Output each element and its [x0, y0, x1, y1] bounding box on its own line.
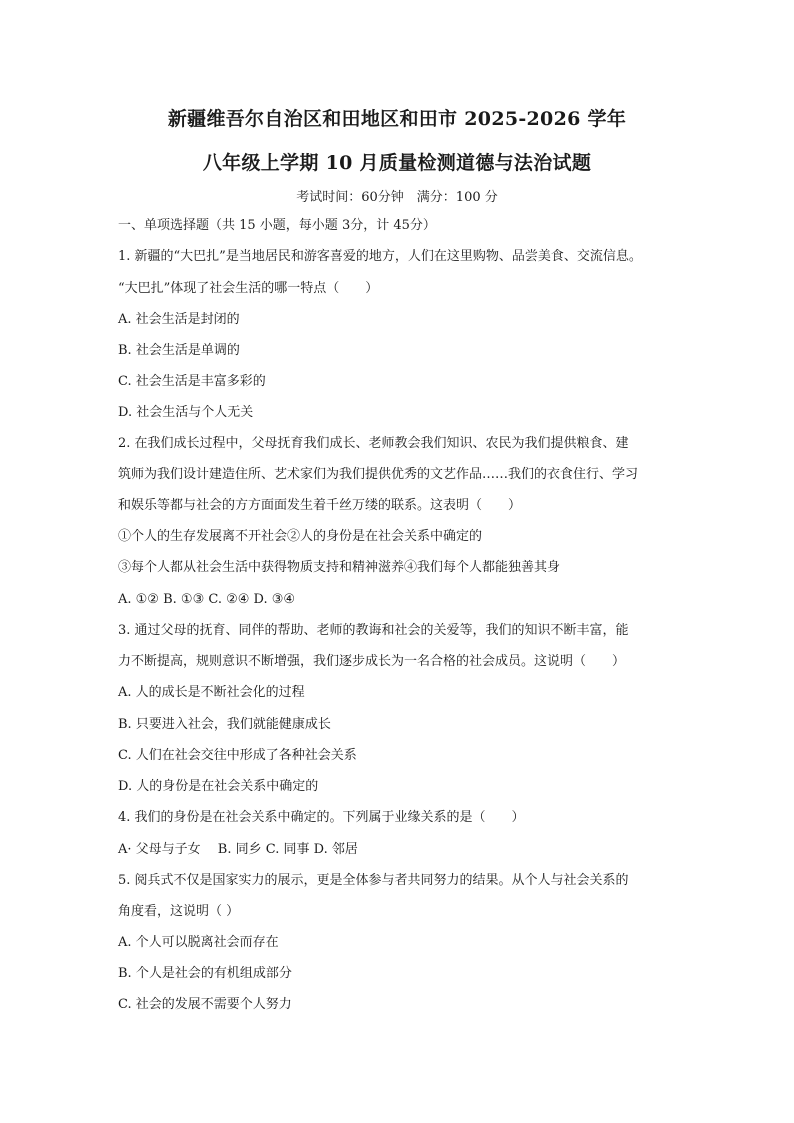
question-2-line-4: ①个人的生存发展离不开社会②人的身份是在社会关系中确定的 [118, 529, 483, 544]
question-1-option-d: D. 社会生活与个人无关 [118, 405, 254, 420]
exam-info: 考试时间：60分钟 满分：100 分 [296, 190, 498, 205]
question-2-line-2: 筑师为我们设计建造住所、艺术家们为我们提供优秀的文艺作品……我们的衣食住行、学习 [118, 467, 639, 482]
question-4-options: A· 父母与子女 B. 同乡 C. 同事 D. 邻居 [118, 842, 358, 857]
question-2-line-5: ③每个人都从社会生活中获得物质支持和精神滋养④我们每个人都能独善其身 [118, 560, 561, 575]
question-3-line-2: 力不断提高，规则意识不断增强，我们逐步成长为一名合格的社会成员。这说明（ ） [118, 654, 626, 669]
question-1-option-b: B. 社会生活是单调的 [118, 343, 240, 358]
question-5-line-2: 角度看，这说明（ ） [118, 904, 240, 919]
question-5-line-1: 5. 阅兵式不仅是国家实力的展示，更是全体参与者共同努力的结果。从个人与社会关系的 [118, 873, 629, 888]
question-2-options: A. ①② B. ①③ C. ②④ D. ③④ [118, 592, 296, 607]
question-1-option-a: A. 社会生活是封闭的 [118, 312, 240, 327]
question-1-line-1: 1. 新疆的“大巴扎”是当地居民和游客喜爱的地方，人们在这里购物、品尝美食、交流信息。 [118, 249, 642, 264]
question-5-option-b: B. 个人是社会的有机组成部分 [118, 966, 292, 981]
document-title-line1: 新疆维吾尔自治区和田地区和田市 2025-2026 学年 [167, 108, 627, 130]
question-3-option-b: B. 只要进入社会，我们就能健康成长 [118, 717, 331, 732]
question-3-option-c: C. 人们在社会交往中形成了各种社会关系 [118, 748, 357, 763]
question-3-line-1: 3. 通过父母的抚育、同伴的帮助、老师的教诲和社会的关爱等，我们的知识不断丰富，能 [118, 623, 629, 638]
document-title-line2: 八年级上学期 10 月质量检测道德与法治试题 [202, 152, 592, 174]
question-3-option-d: D. 人的身份是在社会关系中确定的 [118, 779, 319, 794]
question-1-option-c: C. 社会生活是丰富多彩的 [118, 374, 266, 389]
section-heading: 一、单项选择题（共 15 小题，每小题 3分，计 45分） [118, 218, 436, 233]
question-1-line-2: “大巴扎”体现了社会生活的哪一特点（ ） [118, 281, 379, 296]
question-5-option-c: C. 社会的发展不需要个人努力 [118, 997, 292, 1012]
question-5-option-a: A. 个人可以脱离社会而存在 [118, 935, 279, 950]
question-4-line-1: 4. 我们的身份是在社会关系中确定的。下列属于业缘关系的是（ ） [118, 810, 525, 825]
question-3-option-a: A. 人的成长是不断社会化的过程 [118, 685, 305, 700]
question-2-line-1: 2. 在我们成长过程中，父母抚育我们成长、老师教会我们知识、农民为我们提供粮食、建 [118, 436, 629, 451]
question-2-line-3: 和娱乐等都与社会的方方面面发生着千丝万缕的联系。这表明（ ） [118, 498, 522, 513]
